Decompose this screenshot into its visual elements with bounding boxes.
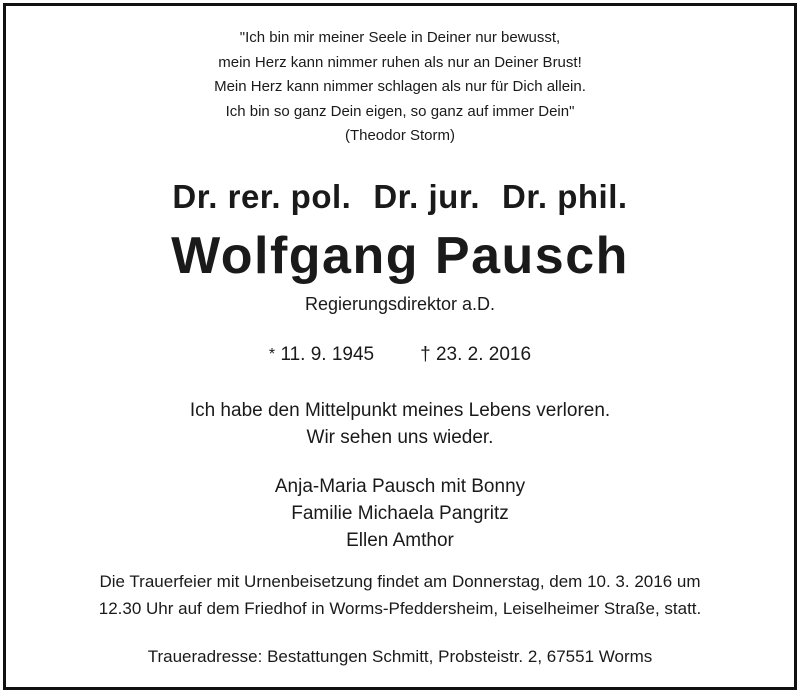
service-line: 12.30 Uhr auf dem Friedhof in Worms-Pfeddersheim, Leiselheimer Straße, statt. (98, 599, 702, 618)
death-date: 23. 2. 2016 (435, 344, 532, 365)
poem-quote (0, 26, 800, 149)
title-jur: Dr. jur. (373, 178, 481, 215)
death-symbol: † (420, 344, 431, 365)
poem-author: (Theodor Storm) (344, 127, 456, 144)
funeral-service-info (0, 568, 800, 622)
poem-line: "Ich bin mir meiner Seele in Deiner nur bewusst, (239, 29, 561, 46)
message-line: Wir sehen uns wieder. (306, 427, 494, 448)
mourner: Ellen Amthor (346, 530, 454, 551)
poem-line: mein Herz kann nimmer ruhen als nur an Deiner Brust! (218, 53, 582, 71)
birth-date: 11. 9. 1945 (280, 344, 375, 365)
title-phil: Dr. phil. (502, 178, 628, 215)
poem-line: Ich bin so ganz Dein eigen, so ganz auf immer Dein" (225, 102, 575, 120)
birth-symbol: * (268, 346, 276, 363)
poem-line: Mein Herz kann nimmer schlagen als nur für Dich allein. (214, 78, 586, 95)
mourner: Familie Michaela Pangritz (291, 503, 509, 524)
mourners-list (0, 473, 800, 554)
academic-titles (0, 178, 800, 216)
service-line: Die Trauerfeier mit Urnenbeisetzung findet am Donnerstag, dem 10. 3. 2016 um (99, 572, 701, 591)
message-line: Ich habe den Mittelpunkt meines Lebens verloren. (189, 400, 611, 421)
title-rer-pol: Dr. rer. pol. (172, 178, 352, 215)
deceased-name: Wolfgang Pausch (171, 227, 629, 285)
farewell-message (0, 397, 800, 451)
life-dates (0, 342, 800, 368)
condolence-address: Traueradresse: Bestattungen Schmitt, Probsteistr. 2, 67551 Worms (147, 647, 653, 666)
mourner: Anja-Maria Pausch mit Bonny (274, 476, 526, 497)
deceased-position: Regierungsdirektor a.D. (304, 294, 496, 314)
